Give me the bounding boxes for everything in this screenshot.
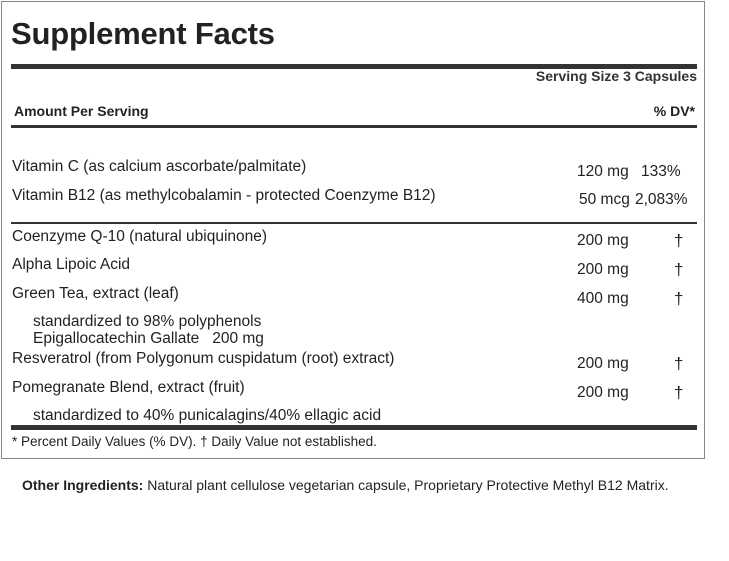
- nutrient-name: Alpha Lipoic Acid: [12, 256, 131, 273]
- other-ingredients: [22, 473, 702, 497]
- nutrient-name: Pomegranate Blend, extract (fruit): [12, 379, 245, 396]
- dagger-symbol: †: [674, 354, 684, 373]
- nutrient-dv: 133%: [641, 163, 681, 180]
- nutrient-amount: 50 mcg: [579, 191, 630, 208]
- pomegranate-standardization: standardized to 40% punicalagins/40% ellagic acid: [33, 407, 382, 424]
- nutrient-name: Coenzyme Q-10 (natural ubiquinone): [12, 228, 268, 245]
- nutrient-name: Resveratrol (from Polygonum cuspidatum (root) extract): [12, 350, 395, 367]
- bottom-thick-divider: [11, 425, 697, 430]
- nutrient-dv: 2,083%: [635, 191, 688, 208]
- nutrient-amount: 200 mg: [577, 261, 629, 278]
- dagger-symbol: †: [674, 260, 684, 279]
- nutrient-name: Vitamin B12 (as methylcobalamin - protected Coenzyme B12): [12, 187, 436, 204]
- vitamin-divider: [11, 222, 697, 224]
- egcg-line: Epigallocatechin Gallate 200 mg: [33, 330, 264, 347]
- nutrient-amount: 200 mg: [577, 232, 629, 249]
- nutrient-amount: 120 mg: [577, 163, 629, 180]
- header-divider: [11, 125, 697, 128]
- nutrient-amount: 200 mg: [577, 355, 629, 372]
- amount-per-serving-header: Amount Per Serving: [14, 103, 149, 119]
- nutrient-amount: 200 mg: [577, 384, 629, 401]
- dagger-symbol: †: [674, 383, 684, 402]
- other-ingredients-label: Other Ingredients:: [22, 477, 144, 493]
- panel-title: Supplement Facts: [11, 16, 275, 51]
- nutrient-amount: 400 mg: [577, 290, 629, 307]
- green-tea-standardization: standardized to 98% polyphenols: [33, 313, 262, 330]
- dv-header: % DV*: [653, 103, 695, 119]
- nutrient-name: Vitamin C (as calcium ascorbate/palmitate): [12, 158, 307, 175]
- other-ingredients-text: Natural plant cellulose vegetarian capsule, Proprietary Protective Methyl B12 Matrix.: [143, 477, 669, 493]
- serving-size: Serving Size 3 Capsules: [535, 68, 697, 84]
- dv-footnote: * Percent Daily Values (% DV). † Daily Value not established.: [12, 434, 377, 449]
- dagger-symbol: †: [674, 231, 684, 250]
- nutrient-name: Green Tea, extract (leaf): [12, 285, 179, 302]
- dagger-symbol: †: [674, 289, 684, 308]
